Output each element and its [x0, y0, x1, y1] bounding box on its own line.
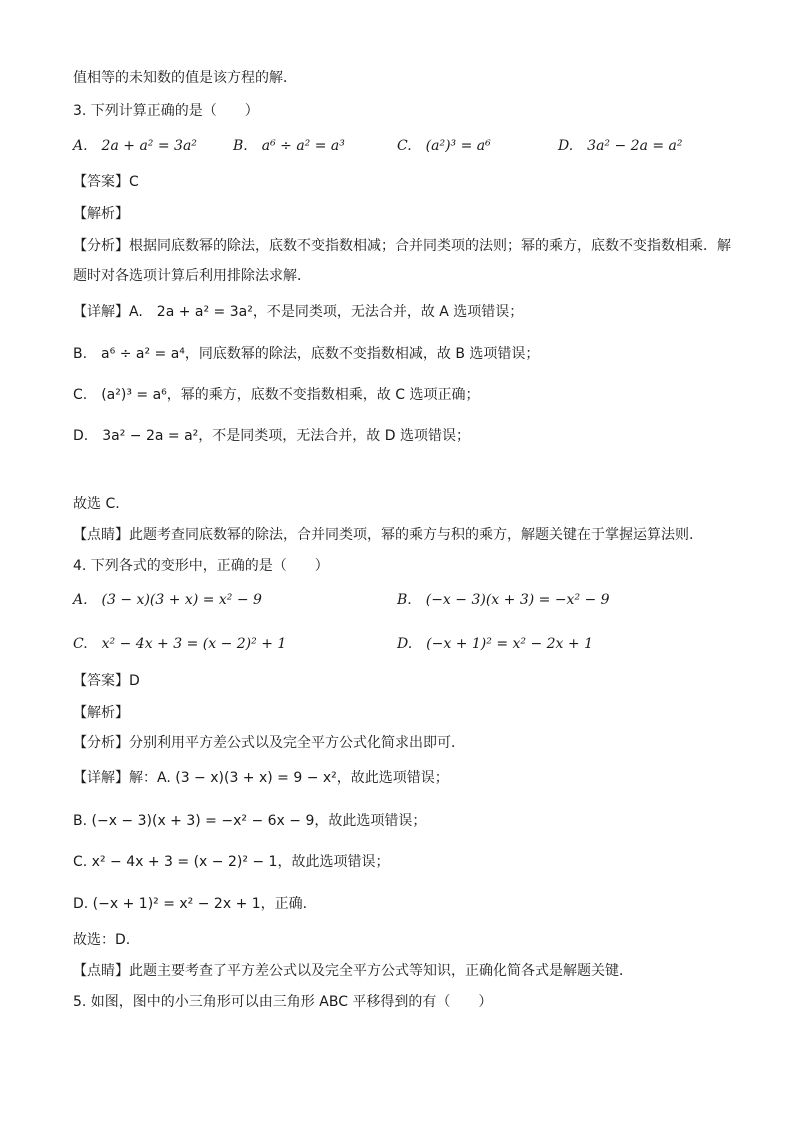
- analysis-label: 【解析】: [73, 206, 129, 222]
- q4-option-a: A. (3 − x)(3 + x) = x² − 9: [73, 592, 262, 608]
- detail-text: 【详解】A. 2a + a² = 3a²，不是同类项，无法合并，故 A 选项错误；: [73, 304, 524, 320]
- q3-option-c: C. (a²)³ = a⁶: [397, 138, 491, 154]
- detail-text: C. (a²)³ = a⁶，幂的乘方，底数不变指数相乘，故 C 选项正确；: [73, 387, 480, 403]
- question-3-title: 3. 下列计算正确的是（ ）: [73, 103, 259, 119]
- answer-label: 【答案】D: [73, 673, 140, 689]
- q3-option-d: D. 3a² − 2a = a²: [558, 138, 683, 154]
- answer-label: 【答案】C: [73, 174, 139, 190]
- conclusion-text: 故选：D.: [73, 932, 131, 948]
- detail-text: B. (−x − 3)(x + 3) = −x² − 6x − 9，故此选项错误；: [73, 813, 427, 829]
- q3-option-a: A. 2a + a² = 3a²: [73, 138, 197, 154]
- comment-text: 【点睛】此题主要考查了平方差公式以及完全平方公式等知识，正确化简各式是解题关键．: [73, 963, 633, 979]
- detail-text: D. 3a² − 2a = a²，不是同类项，无法合并，故 D 选项错误；: [73, 428, 470, 444]
- q4-option-d: D. (−x + 1)² = x² − 2x + 1: [397, 636, 593, 652]
- question-5-title: 5. 如图，图中的小三角形可以由三角形 ABC 平移得到的有（ ）: [73, 994, 493, 1010]
- analysis-text: 【分析】分别利用平方差公式以及完全平方公式化简求出即可．: [73, 735, 465, 751]
- question-4-title: 4. 下列各式的变形中，正确的是（ ）: [73, 558, 329, 574]
- analysis-label: 【解析】: [73, 705, 129, 721]
- analysis-text: 题时对各选项计算后利用排除法求解．: [73, 268, 311, 284]
- text-line: 值相等的未知数的值是该方程的解．: [73, 70, 297, 86]
- analysis-text: 【分析】根据同底数幂的除法，底数不变指数相减；合并同类项的法则；幂的乘方，底数不变指数相乘．解: [73, 238, 731, 254]
- comment-text: 【点睛】此题考查同底数幂的除法，合并同类项，幂的乘方与积的乘方，解题关键在于掌握运算法则.: [73, 527, 694, 543]
- conclusion-text: 故选 C.: [73, 496, 120, 512]
- detail-text: 【详解】解：A. (3 − x)(3 + x) = 9 − x²，故此选项错误；: [73, 770, 449, 786]
- detail-text: D. (−x + 1)² = x² − 2x + 1，正确.: [73, 896, 308, 912]
- detail-text: B. a⁶ ÷ a² = a⁴，同底数幂的除法，底数不变指数相减，故 B 选项错误；: [73, 346, 540, 362]
- q4-option-c: C. x² − 4x + 3 = (x − 2)² + 1: [73, 636, 287, 652]
- detail-text: C. x² − 4x + 3 = (x − 2)² − 1，故此选项错误；: [73, 854, 390, 870]
- q4-option-b: B. (−x − 3)(x + 3) = −x² − 9: [397, 592, 610, 608]
- q3-option-b: B. a⁶ ÷ a² = a³: [233, 138, 345, 154]
